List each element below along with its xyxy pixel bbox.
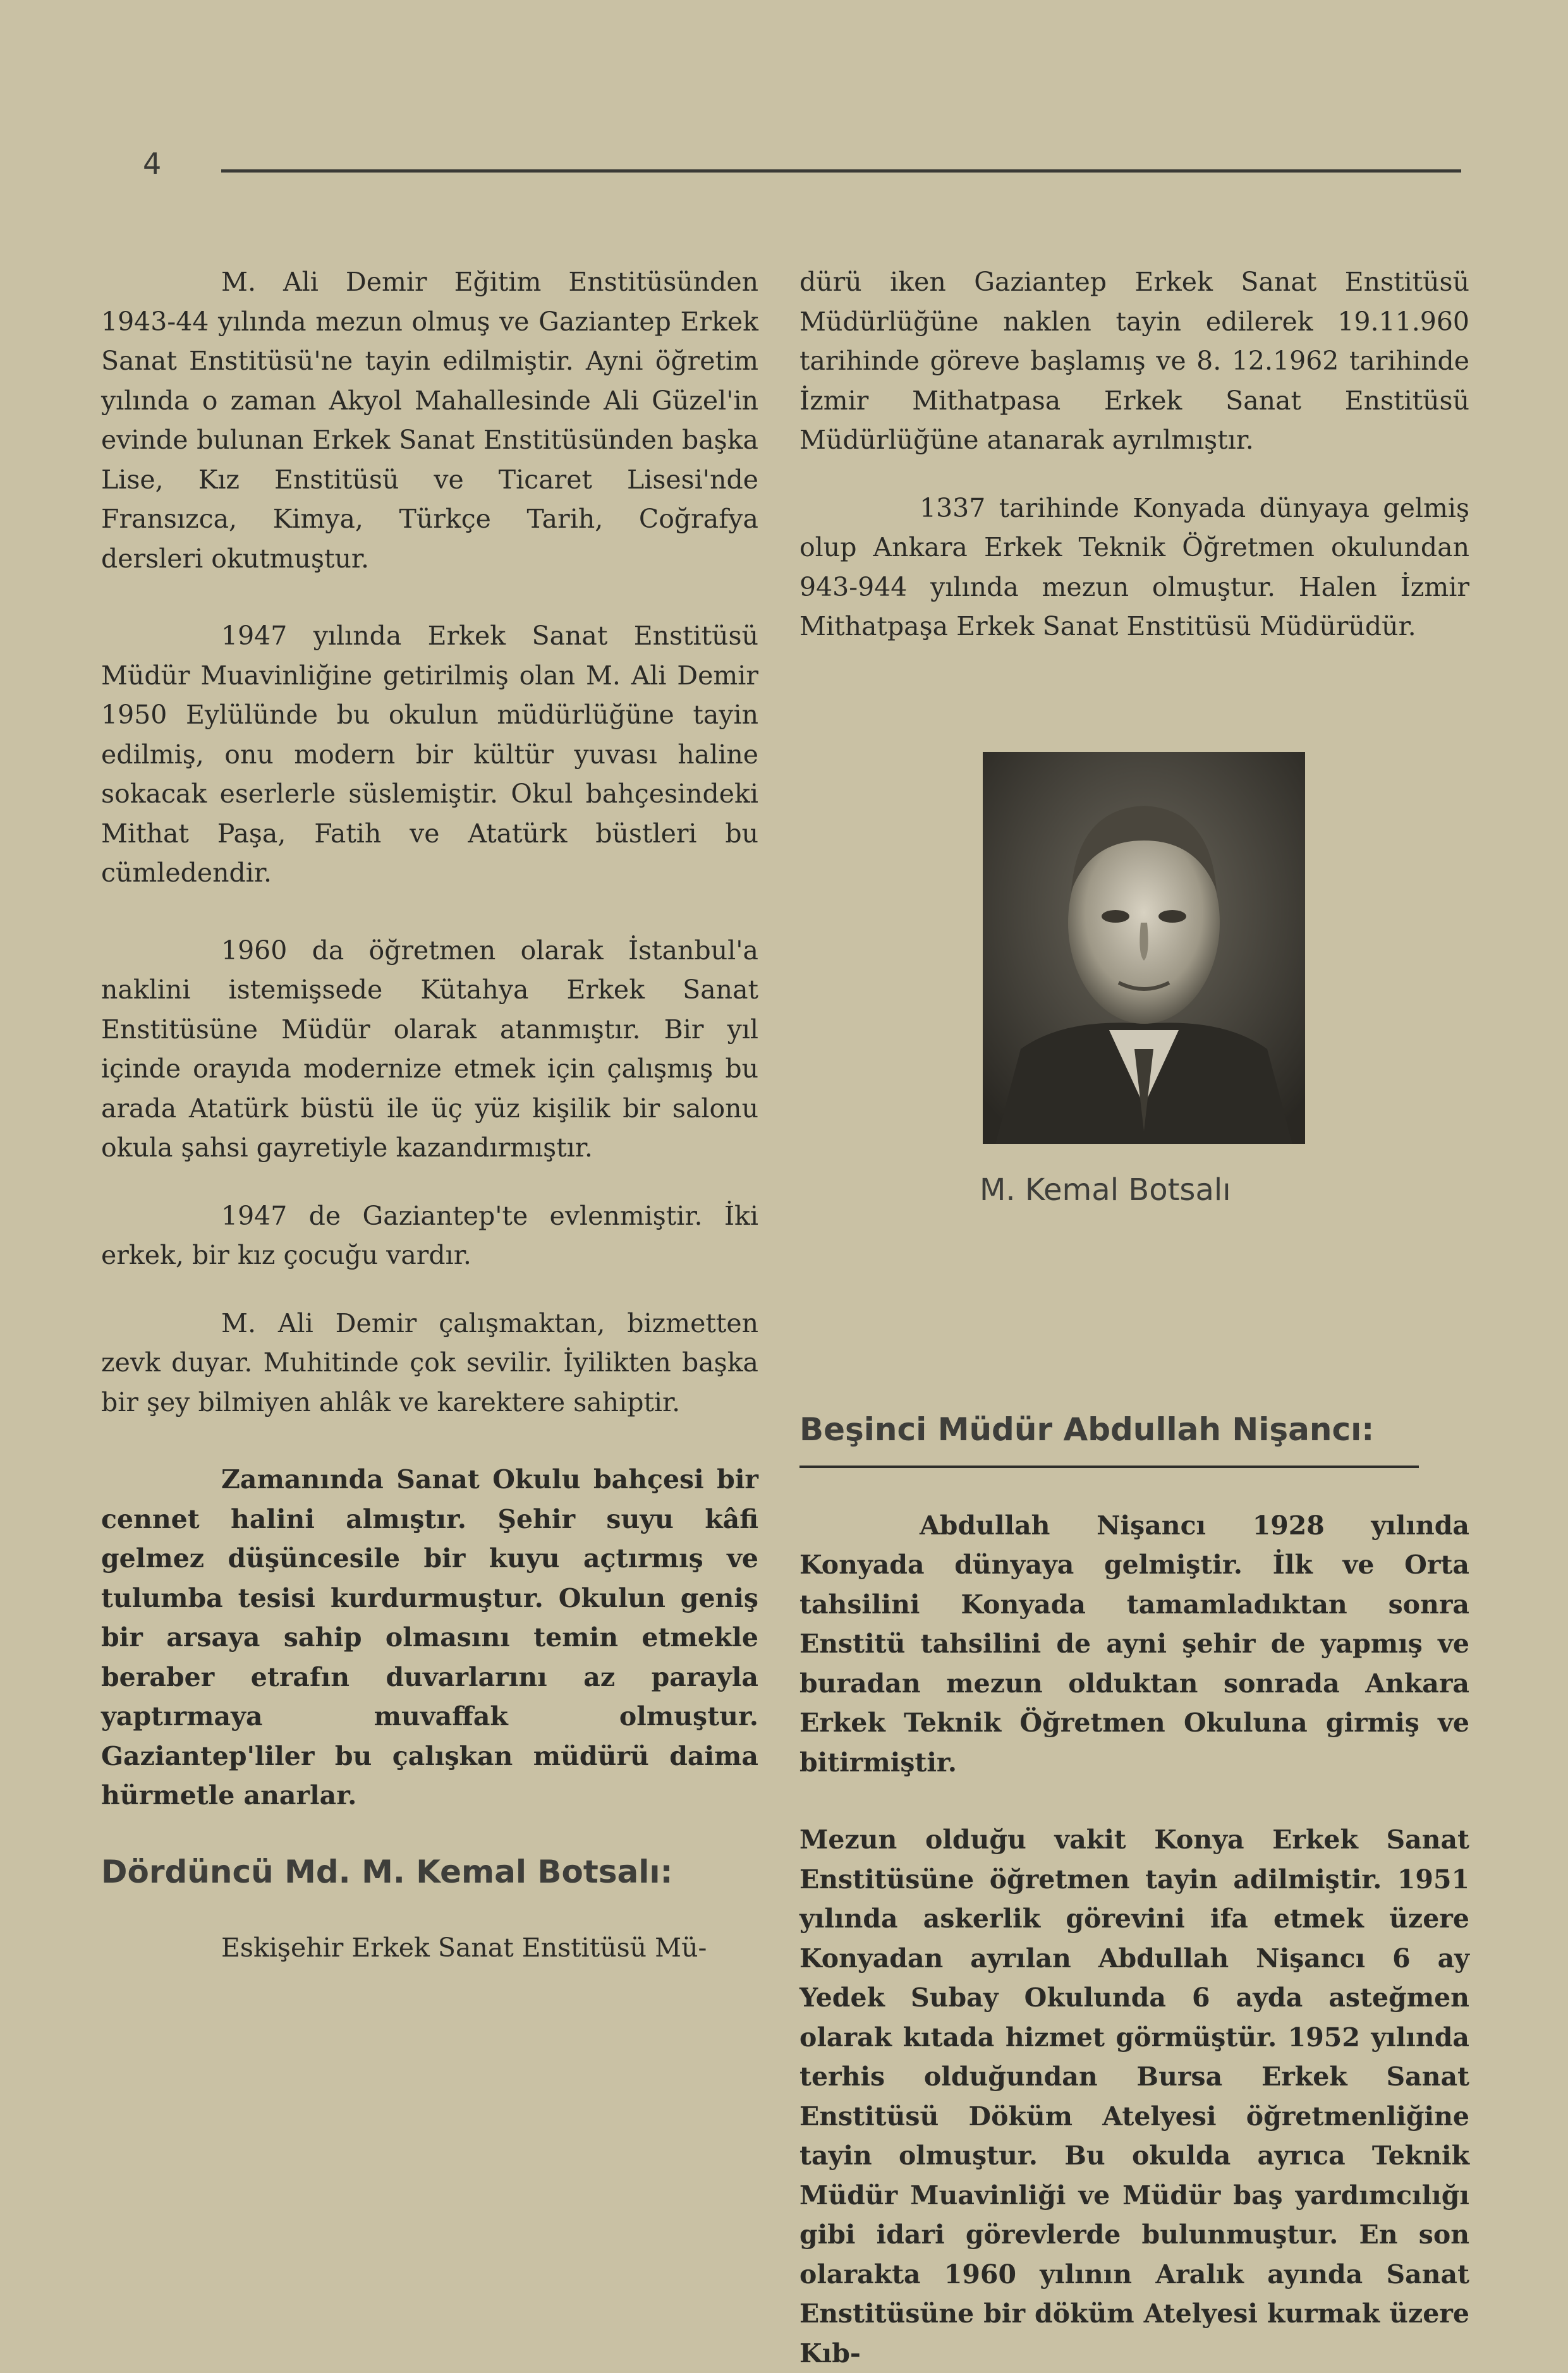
left-column [101, 262, 758, 1967]
page-number: 4 [143, 147, 162, 181]
paragraph: Zamanında Sanat Okulu bahçesi bir cennet halini almıştır. Şehir suyu kâfi gelmez düşüncesile bir kuyu açtırmış ve tulumba tesisi kurdurmuştur. Okulun geniş bir arsaya sahip olmasını temin etmekle beraber etrafın duvarlarını az parayla yaptırmaya muvaffak olmuştur. Gaziantep'liler bu çalışkan müdürü daima hürmetle anarlar. [101, 1464, 758, 1811]
paragraph: M. Ali Demir çalışmaktan, bizmetten zevk duyar. Muhitinde çok sevilir. İyilikten başka bir şey bilmiyen ahlâk ve karektere sahiptir. [101, 1308, 758, 1417]
photo-caption: M. Kemal Botsalı [980, 1172, 1231, 1208]
paragraph: 1947 yılında Erkek Sanat Enstitüsü Müdür Muavinliğine getirilmiş olan M. Ali Demir 1950 Eylülünde bu okulun müdürlüğüne tayin edilmiş, onu modern bir kültür yuvası haline sokacak eserlerle süslemiştir. Okul bahçesindeki Mithat Paşa, Fatih ve Atatürk büstleri bu cümledendir. [101, 621, 758, 888]
section-heading: Dördüncü Md. M. Kemal Botsalı: [101, 1853, 673, 1890]
paragraph: M. Ali Demir Eğitim Enstitüsünden 1943-44 yılında mezun olmuş ve Gaziantep Erkek Sanat Enstitüsü'ne tayin edilmiştir. Ayni öğretim yılında o zaman Akyol Mahallesinde Ali Güzel'in evinde bulunan Erkek Sanat Enstitüsünden başka Lise, Kız Enstitüsü ve Ticaret Lisesi'nde Fransızca, Kimya, Türkçe Tarih, Coğrafya dersleri okutmuştur. [101, 267, 758, 574]
paragraph: dürü iken Gaziantep Erkek Sanat Enstitüsü Müdürlüğüne naklen tayin edilerek 19.11.960 tarihinde göreve başlamış ve 8. 12.1962 tarihinde İzmir Mithatpasa Erkek Sanat Enstitüsü Müdürlüğüne atanarak ayrılmıştır. [799, 267, 1469, 455]
right-column [799, 262, 1469, 2373]
paragraph: Eskişehir Erkek Sanat Enstitüsü Mü- [221, 1932, 707, 1963]
paragraph: 1337 tarihinde Konyada dünyaya gelmiş olup Ankara Erkek Teknik Öğretmen okulundan 943-944 yılında mezun olmuştur. Halen İzmir Mithatpaşa Erkek Sanat Enstitüsü Müdürüdür. [799, 492, 1469, 641]
portrait-photo [983, 752, 1305, 1144]
portrait-image [983, 752, 1305, 1144]
paragraph: Mezun olduğu vakit Konya Erkek Sanat Enstitüsüne öğretmen tayin adilmiştir. 1951 yılında askerlik görevini ifa etmek üzere Konyadan ayrılan Abdullah Nişancı 6 ay Yedek Subay Okulunda 6 ayda asteğmen olarak kıtada hizmet görmüştür. 1952 yılında terhis olduğundan Bursa Erkek Sanat Enstitüsü Döküm Atelyesi öğretmenliğine tayin olmuştur. Bu okulda ayrıca Teknik Müdür Muavinliği ve Müdür baş yardımcılığı gibi idari görevlerde bulunmuştur. En son olarakta 1960 yılının Aralık ayında Sanat Enstitüsüne bir döküm Atelyesi kurmak üzere Kıb- [799, 1824, 1469, 2369]
top-rule [221, 169, 1461, 173]
section-heading: Beşinci Müdür Abdullah Nişancı: [799, 1411, 1375, 1448]
paragraph: 1947 de Gaziantep'te evlenmiştir. İki erkek, bir kız çocuğu vardır. [101, 1200, 758, 1270]
paragraph: Abdullah Nişancı 1928 yılında Konyada dünyaya gelmiştir. İlk ve Orta tahsilini Konyada tamamladıktan sonra Enstitü tahsilini de ayni şehir de yapmış ve buradan mezun olduktan sonrada Ankara Erkek Teknik Öğretmen Okuluna girmiş ve bitirmiştir. [799, 1510, 1469, 1778]
paragraph: 1960 da öğretmen olarak İstanbul'a naklini istemişsede Kütahya Erkek Sanat Enstitüsüne Müdür olarak atanmıştır. Bir yıl içinde orayıda modernize etmek için çalışmış bu arada Atatürk büstü ile üç yüz kişilik bir salonu okula şahsi gayretiyle kazandırmıştır. [101, 935, 758, 1163]
